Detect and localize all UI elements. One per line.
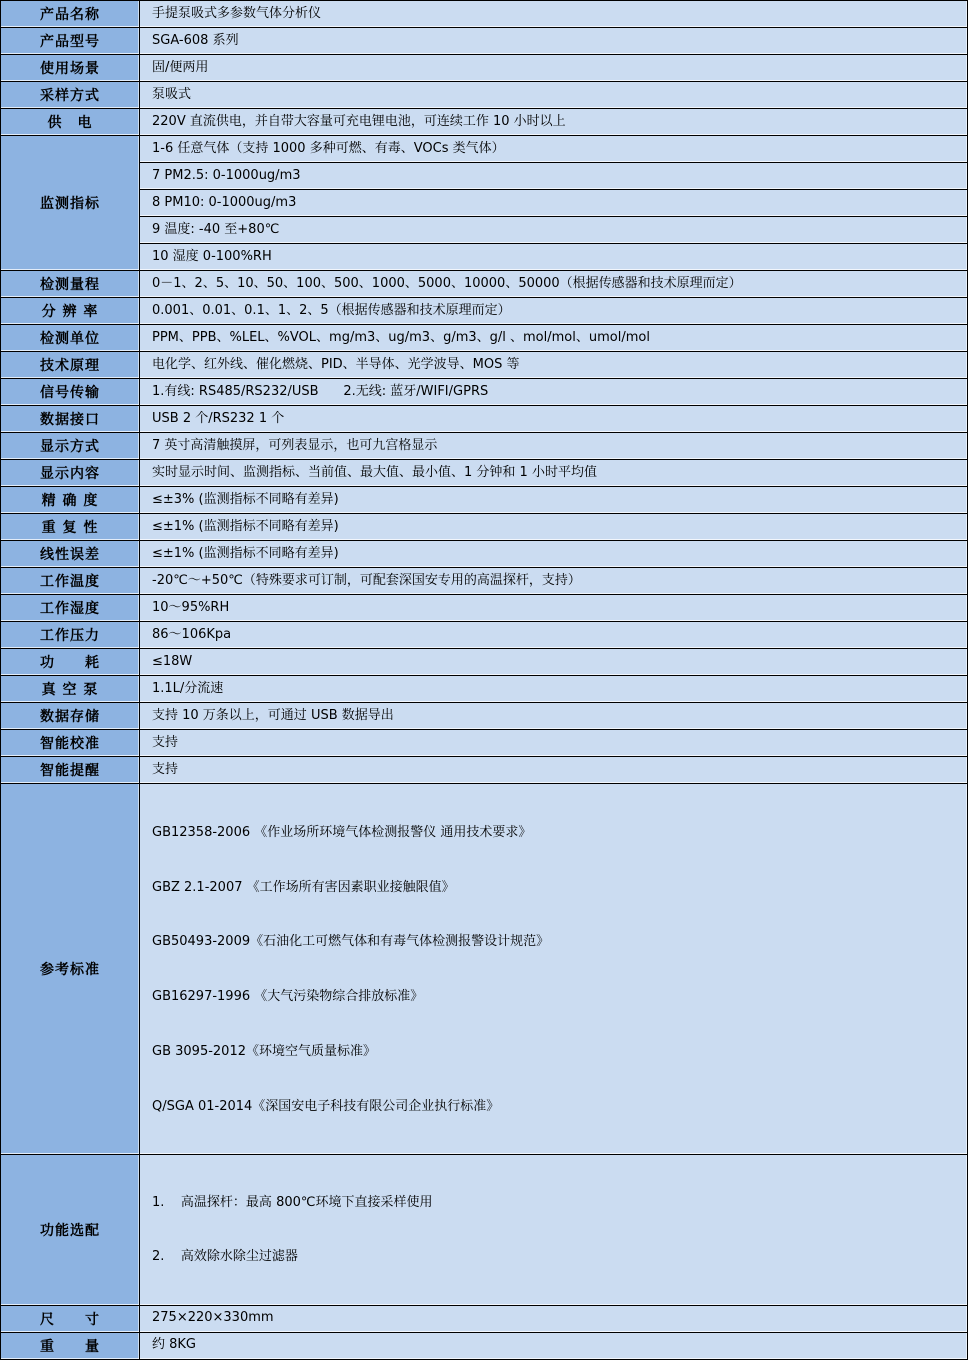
optional-function-1: 1. 高温探杆：最高 800℃环境下直接采样使用 xyxy=(152,1195,433,1211)
label-product-name: 产品名称 xyxy=(1,1,140,28)
label-technical-principle: 技术原理 xyxy=(1,352,140,379)
value-smart-calibration: 支持 xyxy=(140,730,968,757)
row-product-name xyxy=(1,1,968,28)
value-weight: 约 8KG xyxy=(140,1332,968,1359)
optional-function-2: 2. 高效除水除尘过滤器 xyxy=(152,1249,298,1265)
row-reference-standards xyxy=(1,784,968,1155)
label-optional-functions: 功能选配 xyxy=(1,1155,140,1305)
row-product-model xyxy=(1,28,968,55)
row-display-content xyxy=(1,460,968,487)
label-weight: 重 量 xyxy=(1,1332,140,1359)
row-sampling-method xyxy=(1,82,968,109)
value-data-interface: USB 2 个/RS232 1 个 xyxy=(140,406,968,433)
row-dimensions xyxy=(1,1305,968,1332)
row-display-mode xyxy=(1,433,968,460)
value-detection-range: 0－1、2、5、10、50、100、500、1000、5000、10000、50000（根据传感器和技术原理而定） xyxy=(140,271,968,298)
value-data-storage: 支持 10 万条以上，可通过 USB 数据导出 xyxy=(140,703,968,730)
row-power-consumption xyxy=(1,649,968,676)
value-resolution: 0.001、0.01、0.1、1、2、5（根据传感器和技术原理而定） xyxy=(140,298,968,325)
value-technical-principle: 电化学、红外线、催化燃烧、PID、半导体、光学波导、MOS 等 xyxy=(140,352,968,379)
reference-standard-1: GB12358-2006 《作业场所环境气体检测报警仪 通用技术要求》 xyxy=(152,824,532,840)
value-power-consumption: ≤18W xyxy=(140,649,968,676)
label-display-content: 显示内容 xyxy=(1,460,140,487)
value-detection-unit: PPM、PPB、%LEL、%VOL、mg/m3、ug/m3、g/m3、g/l 、mol/mol、umol/mol xyxy=(140,325,968,352)
row-repeatability xyxy=(1,514,968,541)
value-power-supply: 220V 直流供电，并自带大容量可充电锂电池，可连续工作 10 小时以上 xyxy=(140,109,968,136)
row-working-humidity xyxy=(1,595,968,622)
row-detection-range xyxy=(1,271,968,298)
label-repeatability: 重 复 性 xyxy=(1,514,140,541)
row-linearity-error xyxy=(1,541,968,568)
value-product-name: 手提泵吸式多参数气体分析仪 xyxy=(140,1,968,28)
value-signal-transmission: 1.有线: RS485/RS232/USB 2.无线: 蓝牙/WIFI/GPRS xyxy=(140,379,968,406)
label-data-storage: 数据存储 xyxy=(1,703,140,730)
reference-standard-6: Q/SGA 01-2014《深国安电子科技有限公司企业执行标准》 xyxy=(152,1098,500,1114)
row-monitoring-indicator-2 xyxy=(1,163,968,190)
label-accuracy: 精 确 度 xyxy=(1,487,140,514)
row-smart-calibration xyxy=(1,730,968,757)
value-reference-standards xyxy=(140,784,968,1155)
label-display-mode: 显示方式 xyxy=(1,433,140,460)
row-weight xyxy=(1,1332,968,1359)
label-usage-scenario: 使用场景 xyxy=(1,55,140,82)
label-dimensions: 尺 寸 xyxy=(1,1305,140,1332)
label-signal-transmission: 信号传输 xyxy=(1,379,140,406)
row-monitoring-indicators xyxy=(1,136,968,163)
value-monitoring-indicator-1: 1-6 任意气体（支持 1000 多种可燃、有毒、VOCs 类气体） xyxy=(140,136,968,163)
row-monitoring-indicator-4 xyxy=(1,217,968,244)
row-signal-transmission xyxy=(1,379,968,406)
reference-standard-3: GB50493-2009《石油化工可燃气体和有毒气体检测报警设计规范》 xyxy=(152,934,550,950)
value-usage-scenario: 固/便两用 xyxy=(140,55,968,82)
label-smart-reminder: 智能提醒 xyxy=(1,757,140,784)
value-accuracy: ≤±3% (监测指标不同略有差异) xyxy=(140,487,968,514)
value-optional-functions xyxy=(140,1155,968,1305)
label-detection-range: 检测量程 xyxy=(1,271,140,298)
label-working-pressure: 工作压力 xyxy=(1,622,140,649)
row-monitoring-indicator-5 xyxy=(1,244,968,271)
reference-standard-2: GBZ 2.1-2007 《工作场所有害因素职业接触限值》 xyxy=(152,879,455,895)
row-vacuum-pump xyxy=(1,676,968,703)
label-resolution: 分 辨 率 xyxy=(1,298,140,325)
row-data-storage xyxy=(1,703,968,730)
label-product-model: 产品型号 xyxy=(1,28,140,55)
row-data-interface xyxy=(1,406,968,433)
row-monitoring-indicator-3 xyxy=(1,190,968,217)
row-usage-scenario xyxy=(1,55,968,82)
label-power-supply: 供 电 xyxy=(1,109,140,136)
row-accuracy xyxy=(1,487,968,514)
row-technical-principle xyxy=(1,352,968,379)
value-display-mode: 7 英寸高清触摸屏，可列表显示，也可九宫格显示 xyxy=(140,433,968,460)
label-monitoring-indicators: 监测指标 xyxy=(1,136,140,271)
row-optional-functions xyxy=(1,1155,968,1305)
label-smart-calibration: 智能校准 xyxy=(1,730,140,757)
value-vacuum-pump: 1.1L/分流速 xyxy=(140,676,968,703)
row-working-pressure xyxy=(1,622,968,649)
value-monitoring-indicator-2: 7 PM2.5: 0-1000ug/m3 xyxy=(140,163,968,190)
value-monitoring-indicator-4: 9 温度: -40 至+80℃ xyxy=(140,217,968,244)
label-reference-standards: 参考标准 xyxy=(1,784,140,1155)
label-detection-unit: 检测单位 xyxy=(1,325,140,352)
row-resolution xyxy=(1,298,968,325)
value-smart-reminder: 支持 xyxy=(140,757,968,784)
row-working-temperature xyxy=(1,568,968,595)
label-linearity-error: 线性误差 xyxy=(1,541,140,568)
value-product-model: SGA-608 系列 xyxy=(140,28,968,55)
reference-standard-5: GB 3095-2012《环境空气质量标准》 xyxy=(152,1043,376,1059)
label-power-consumption: 功 耗 xyxy=(1,649,140,676)
value-working-temperature: -20℃～+50℃（特殊要求可订制，可配套深国安专用的高温探杆，支持） xyxy=(140,568,968,595)
row-power-supply xyxy=(1,109,968,136)
value-monitoring-indicator-3: 8 PM10: 0-1000ug/m3 xyxy=(140,190,968,217)
value-working-humidity: 10～95%RH xyxy=(140,595,968,622)
value-monitoring-indicator-5: 10 湿度 0-100%RH xyxy=(140,244,968,271)
reference-standard-4: GB16297-1996 《大气污染物综合排放标准》 xyxy=(152,989,424,1005)
label-vacuum-pump: 真 空 泵 xyxy=(1,676,140,703)
label-data-interface: 数据接口 xyxy=(1,406,140,433)
value-dimensions: 275×220×330mm xyxy=(140,1305,968,1332)
row-detection-unit xyxy=(1,325,968,352)
value-sampling-method: 泵吸式 xyxy=(140,82,968,109)
value-linearity-error: ≤±1% (监测指标不同略有差异) xyxy=(140,541,968,568)
label-working-humidity: 工作湿度 xyxy=(1,595,140,622)
value-display-content: 实时显示时间、监测指标、当前值、最大值、最小值、1 分钟和 1 小时平均值 xyxy=(140,460,968,487)
row-smart-reminder xyxy=(1,757,968,784)
label-working-temperature: 工作温度 xyxy=(1,568,140,595)
value-working-pressure: 86～106Kpa xyxy=(140,622,968,649)
value-repeatability: ≤±1% (监测指标不同略有差异) xyxy=(140,514,968,541)
label-sampling-method: 采样方式 xyxy=(1,82,140,109)
